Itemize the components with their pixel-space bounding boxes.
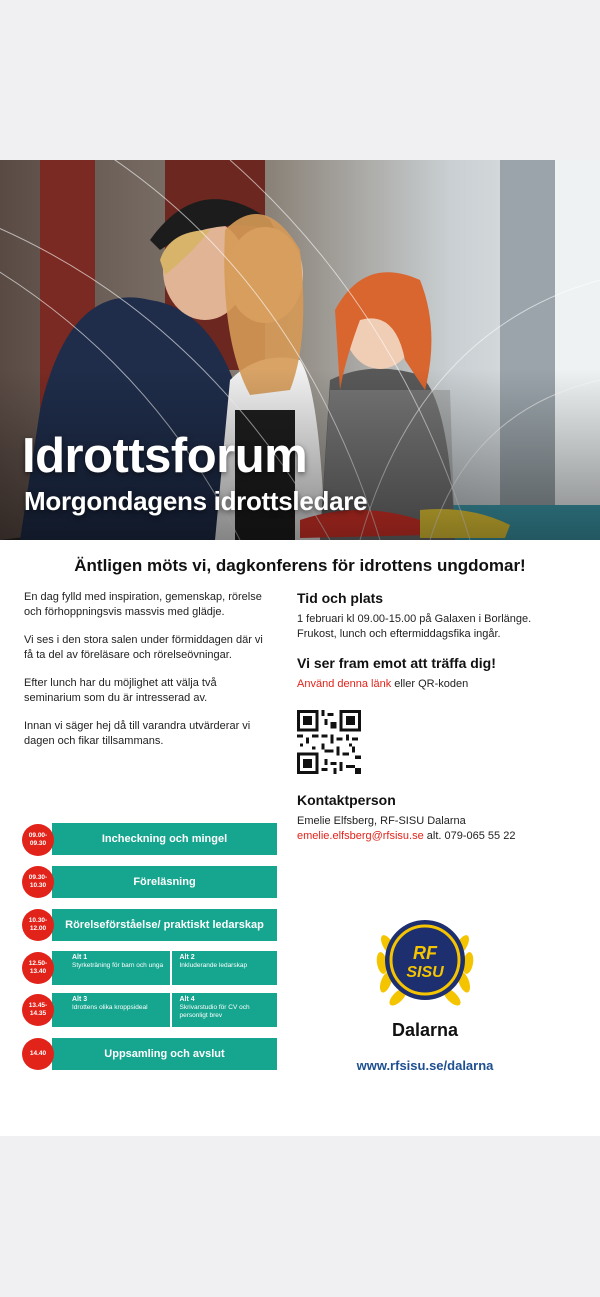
time-place-text: 1 februari kl 09.00-15.00 på Galaxen i Borlänge. Frukost, lunch och eftermiddagsfika ingår. <box>297 613 532 640</box>
intro-paragraph: Efter lunch har du möjlighet att välja två seminarium som du är intresserad av. <box>24 677 217 704</box>
intro-paragraph: Innan vi säger hej då till varandra utvärderar vi dagen och fikar tillsammans. <box>24 720 251 747</box>
hero-photo <box>0 160 600 540</box>
website-link[interactable]: www.rfsisu.se/dalarna <box>356 1058 494 1073</box>
qr-hint: eller QR-koden <box>391 678 469 690</box>
contact-line <box>297 829 567 844</box>
time-badge: 14.40 <box>22 1038 54 1070</box>
intro-text <box>24 590 264 762</box>
time-badge: 10.30-12.00 <box>22 909 54 941</box>
time-place-heading: Tid och plats <box>297 590 384 606</box>
registration-link[interactable]: Använd denna länk <box>297 678 392 690</box>
seminar-option <box>172 951 278 985</box>
registration-line <box>297 677 557 692</box>
headline: Äntligen möts vi, dagkonferens för idrottens ungdomar! <box>74 556 526 575</box>
rf-sisu-logo <box>370 905 480 1015</box>
contact-phone: alt. 079-065 55 22 <box>423 829 516 842</box>
meet-heading: Vi ser fram emot att träffa dig! <box>297 655 496 671</box>
region-name: Dalarna <box>391 1020 459 1040</box>
option-title: Alt 2 <box>179 954 195 961</box>
event-title: Idrottsforum <box>22 429 308 483</box>
schedule-label: Rörelseförståelse/ praktiskt ledarskap <box>52 909 277 941</box>
option-text: Idrottens olika kroppsideal <box>72 1004 148 1011</box>
schedule-label: Uppsamling och avslut <box>52 1038 277 1070</box>
schedule-item <box>22 993 278 1027</box>
seminar-options <box>52 951 277 985</box>
schedule-item <box>22 951 278 985</box>
option-text: Skrivarstudio för CV och personligt brev <box>179 1004 250 1019</box>
contact-name: Emelie Elfsberg, RF-SISU Dalarna <box>297 815 466 827</box>
option-text: Inkluderande ledarskap <box>179 962 248 969</box>
schedule-item <box>22 909 278 941</box>
logo-text-sisu: SISU <box>406 964 444 981</box>
logo-text-rf: RF <box>413 943 437 963</box>
contact-email-link[interactable]: emelie.elfsberg@rfsisu.se <box>297 829 424 842</box>
schedule-label: Incheckning och mingel <box>52 823 277 855</box>
qr-code[interactable] <box>297 710 361 774</box>
option-title: Alt 3 <box>72 996 88 1003</box>
schedule-item <box>22 866 278 898</box>
schedule-item <box>22 823 278 857</box>
option-title: Alt 1 <box>72 954 88 961</box>
seminar-option <box>52 993 170 1027</box>
contact-heading: Kontaktperson <box>297 792 396 808</box>
event-subtitle: Morgondagens idrottsledare <box>24 486 368 516</box>
seminar-options <box>52 993 277 1027</box>
schedule-label: Föreläsning <box>52 866 277 898</box>
event-poster <box>0 160 600 1136</box>
seminar-option <box>172 993 278 1027</box>
option-title: Alt 4 <box>179 996 195 1003</box>
intro-paragraph: Vi ses i den stora salen under förmiddagen där vi få ta del av föreläsare och rörelseövningar. <box>24 634 263 661</box>
time-badge: 13.45-14.35 <box>22 994 54 1026</box>
intro-paragraph: En dag fylld med inspiration, gemenskap, rörelse och förhoppningsvis massvis med glädje. <box>24 591 262 618</box>
time-badge: 09.00-09.30 <box>22 824 54 856</box>
event-info <box>297 590 557 692</box>
contact-section <box>297 792 567 843</box>
time-badge: 12.50-13.40 <box>22 952 54 984</box>
seminar-option <box>52 951 170 985</box>
schedule-item <box>22 1038 278 1070</box>
option-text: Styrketräning för barn och unga <box>72 962 164 969</box>
time-badge: 09.30-10.30 <box>22 866 54 898</box>
